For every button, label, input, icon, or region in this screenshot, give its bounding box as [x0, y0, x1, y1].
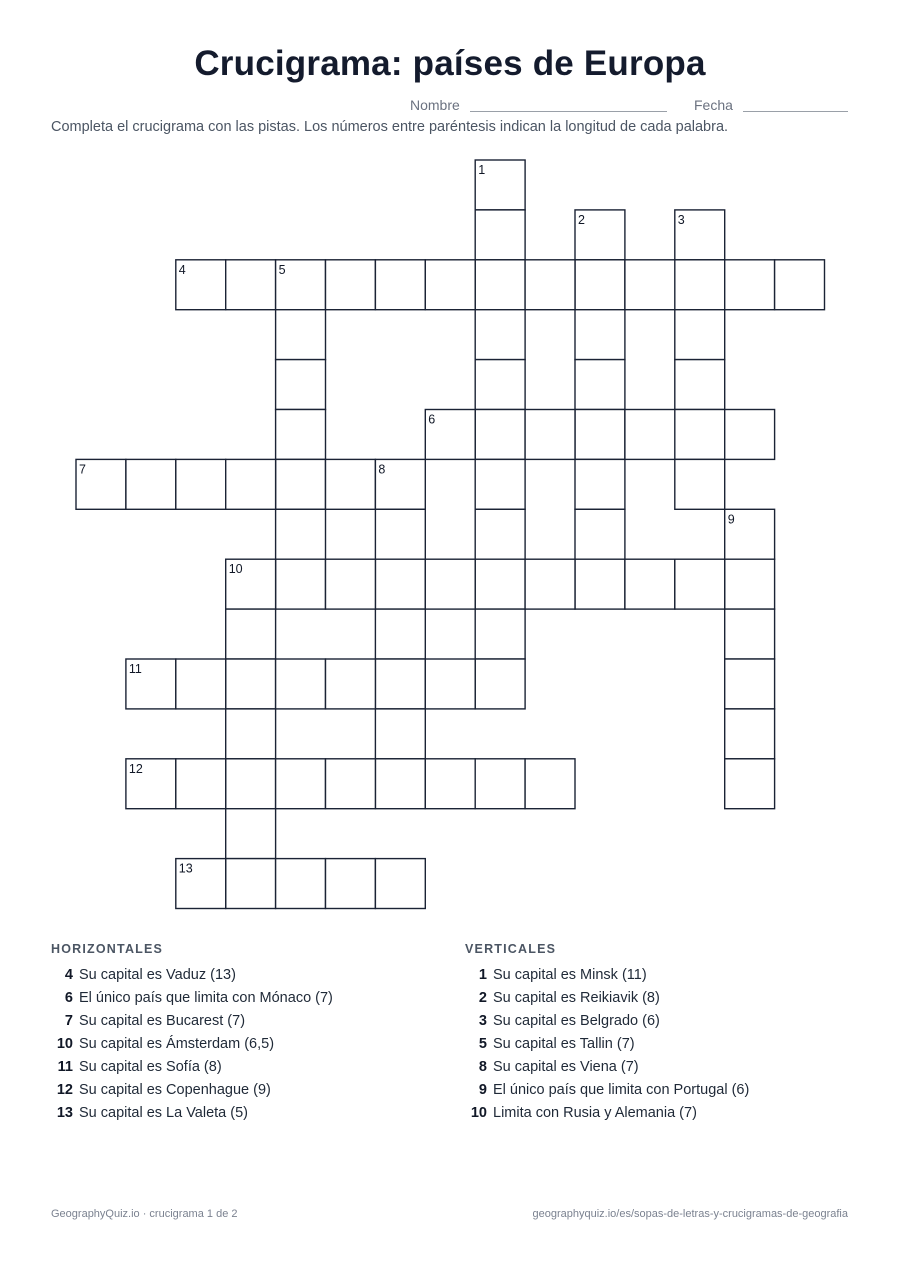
date-field[interactable]: [743, 111, 848, 112]
across-clue: [51, 964, 431, 987]
grid-cell[interactable]: [425, 759, 475, 809]
grid-cell[interactable]: [725, 410, 775, 460]
grid-cell[interactable]: [475, 759, 525, 809]
across-clues: [51, 942, 431, 1125]
clue-text: Limita con Rusia y Alemania (7): [493, 1105, 697, 1121]
cell-number: 9: [727, 512, 735, 527]
clue-number: 12: [56, 1082, 73, 1098]
clue-text: Su capital es Tallin (7): [493, 1036, 635, 1052]
grid-cell[interactable]: [725, 609, 775, 659]
grid-cell[interactable]: [276, 360, 326, 410]
grid-cell[interactable]: [425, 559, 475, 609]
grid-cell[interactable]: [375, 559, 425, 609]
grid-cell[interactable]: [575, 260, 625, 310]
clue-number: 3: [478, 1013, 487, 1029]
down-heading: VERTICALES: [465, 942, 557, 956]
name-field[interactable]: [470, 111, 667, 112]
clue-number: 10: [56, 1036, 73, 1052]
grid-cell[interactable]: [625, 559, 675, 609]
grid-cell[interactable]: [725, 709, 775, 759]
cell-number: 3: [677, 212, 685, 227]
cell-number: 4: [178, 262, 186, 277]
grid-cell[interactable]: [575, 360, 625, 410]
grid-cell[interactable]: [475, 459, 525, 509]
clue-number: 1: [478, 967, 487, 983]
clue-text: Su capital es Viena (7): [493, 1059, 639, 1075]
footer-left: GeographyQuiz.io · crucigrama 1 de 2: [51, 1208, 238, 1220]
cell-number: 8: [378, 462, 386, 477]
grid-cell[interactable]: [475, 410, 525, 460]
grid-cell[interactable]: [475, 210, 525, 260]
grid-cell[interactable]: [475, 260, 525, 310]
clue-text: Su capital es Reikiavik (8): [493, 990, 660, 1006]
grid-cell[interactable]: [326, 559, 376, 609]
grid-cell[interactable]: [725, 260, 775, 310]
down-clue: [465, 1102, 845, 1125]
grid-cell[interactable]: [425, 410, 475, 460]
grid-cell[interactable]: [226, 759, 276, 809]
grid-cell[interactable]: [525, 260, 575, 310]
across-clue: [51, 1079, 431, 1102]
clue-text: Su capital es Vaduz (13): [79, 967, 236, 983]
grid-cell[interactable]: [226, 260, 276, 310]
down-clue: [465, 1079, 845, 1102]
grid-cell[interactable]: [475, 559, 525, 609]
grid-cell[interactable]: [176, 759, 226, 809]
clue-text: El único país que limita con Mónaco (7): [79, 990, 333, 1006]
grid-cell[interactable]: [326, 759, 376, 809]
clue-text: El único país que limita con Portugal (6): [493, 1082, 750, 1098]
grid-cell[interactable]: [525, 410, 575, 460]
grid-cell[interactable]: [575, 410, 625, 460]
down-clues: [465, 942, 845, 1125]
grid-cell[interactable]: [425, 260, 475, 310]
grid-cell[interactable]: [475, 360, 525, 410]
grid-cell[interactable]: [226, 709, 276, 759]
clue-number: 11: [57, 1059, 73, 1075]
grid-cell[interactable]: [226, 859, 276, 909]
grid-cell[interactable]: [675, 410, 725, 460]
grid-cell[interactable]: [226, 809, 276, 859]
down-clue: [465, 964, 845, 987]
grid-cell[interactable]: [475, 310, 525, 360]
cell-number: 2: [578, 212, 585, 227]
clue-text: Su capital es Sofía (8): [79, 1059, 222, 1075]
grid-cell[interactable]: [675, 559, 725, 609]
clue-number: 10: [470, 1105, 487, 1121]
grid-cell[interactable]: [176, 659, 226, 709]
grid-cell[interactable]: [675, 210, 725, 260]
grid-cell[interactable]: [675, 459, 725, 509]
grid-cell[interactable]: [326, 459, 376, 509]
grid-cell[interactable]: [375, 659, 425, 709]
grid-cell[interactable]: [625, 260, 675, 310]
grid-cell[interactable]: [525, 759, 575, 809]
cell-number: 1: [478, 163, 486, 177]
across-clue: [51, 1056, 431, 1079]
clue-text: Su capital es Minsk (11): [493, 967, 647, 983]
across-clue: [51, 1033, 431, 1056]
grid-cell[interactable]: [725, 559, 775, 609]
grid-cell[interactable]: [675, 310, 725, 360]
grid-cell[interactable]: [375, 859, 425, 909]
instructions: Completa el crucigrama con las pistas. Los números entre paréntesis indican la longitud de cada palabra.: [51, 119, 729, 135]
grid-cell[interactable]: [425, 659, 475, 709]
grid-cell[interactable]: [76, 459, 126, 509]
cell-number: 7: [79, 462, 86, 477]
clue-text: Su capital es Bucarest (7): [79, 1013, 246, 1029]
clue-number: 13: [56, 1105, 73, 1121]
clue-number: 9: [478, 1082, 487, 1098]
across-clue: [51, 1102, 431, 1125]
grid-cell[interactable]: [475, 160, 525, 210]
clue-text: Su capital es Copenhague (9): [79, 1082, 271, 1098]
grid-cell[interactable]: [375, 709, 425, 759]
date-label: Fecha: [694, 97, 733, 113]
grid-cell[interactable]: [326, 659, 376, 709]
page-title: Crucigrama: países de Europa: [194, 44, 706, 83]
grid-cell[interactable]: [276, 459, 326, 509]
cell-number: 12: [128, 761, 143, 776]
cell-number: 13: [178, 861, 193, 876]
grid-cell[interactable]: [375, 260, 425, 310]
grid-cell[interactable]: [475, 659, 525, 709]
grid-cell[interactable]: [226, 459, 276, 509]
across-clue: [51, 987, 431, 1010]
cell-number: 10: [228, 562, 243, 577]
grid-cell[interactable]: [226, 559, 276, 609]
grid-cell[interactable]: [725, 759, 775, 809]
clue-number: 8: [478, 1059, 487, 1075]
grid-cell[interactable]: [375, 509, 425, 559]
name-label: Nombre: [410, 97, 460, 113]
cell-number: 6: [428, 412, 436, 427]
down-clue: [465, 987, 845, 1010]
grid-cell[interactable]: [276, 559, 326, 609]
grid-cell[interactable]: [326, 859, 376, 909]
grid-cell[interactable]: [575, 310, 625, 360]
grid-cell[interactable]: [525, 559, 575, 609]
grid-cell[interactable]: [675, 260, 725, 310]
grid-cell[interactable]: [775, 260, 825, 310]
grid-cell[interactable]: [326, 260, 376, 310]
grid-cell[interactable]: [725, 509, 775, 559]
grid-cell[interactable]: [375, 609, 425, 659]
footer-right: geographyquiz.io/es/sopas-de-letras-y-crucigramas-de-geografia: [532, 1208, 848, 1220]
grid-cell[interactable]: [126, 759, 176, 809]
grid-cell[interactable]: [725, 659, 775, 709]
clue-number: 6: [64, 990, 73, 1006]
across-heading: HORIZONTALES: [51, 942, 164, 956]
grid-cell[interactable]: [126, 459, 176, 509]
grid-cell[interactable]: [575, 509, 625, 559]
grid-cell[interactable]: [226, 659, 276, 709]
grid-cell[interactable]: [475, 509, 525, 559]
clue-number: 2: [478, 990, 487, 1006]
grid-cell[interactable]: [575, 459, 625, 509]
grid-cell[interactable]: [575, 210, 625, 260]
grid-cell[interactable]: [625, 410, 675, 460]
clue-number: 4: [64, 967, 73, 983]
grid-cell[interactable]: [176, 260, 226, 310]
grid-cell[interactable]: [276, 659, 326, 709]
grid-cell[interactable]: [675, 360, 725, 410]
grid-cell[interactable]: [375, 459, 425, 509]
clue-text: Su capital es Belgrado (6): [493, 1013, 660, 1029]
clue-text: Su capital es La Valeta (5): [79, 1105, 248, 1121]
grid-cell[interactable]: [176, 459, 226, 509]
across-clue: [51, 1010, 431, 1033]
grid-cell[interactable]: [375, 759, 425, 809]
grid-cell[interactable]: [276, 509, 326, 559]
grid-cell[interactable]: [226, 609, 276, 659]
clue-text: Su capital es Ámsterdam (6,5): [79, 1036, 275, 1052]
grid-cell[interactable]: [276, 410, 326, 460]
cell-number: 11: [128, 662, 142, 676]
grid-cell[interactable]: [126, 659, 176, 709]
grid-cell[interactable]: [276, 310, 326, 360]
grid-cell[interactable]: [276, 260, 326, 310]
grid-cell[interactable]: [475, 609, 525, 659]
down-clue: [465, 1056, 845, 1079]
grid-cell[interactable]: [276, 859, 326, 909]
grid-cell[interactable]: [176, 859, 226, 909]
grid-cell[interactable]: [575, 559, 625, 609]
clue-number: 7: [64, 1013, 73, 1029]
grid-cell[interactable]: [276, 759, 326, 809]
down-clue: [465, 1033, 845, 1056]
clue-number: 5: [478, 1036, 487, 1052]
cell-number: 5: [278, 262, 286, 277]
down-clue: [465, 1010, 845, 1033]
